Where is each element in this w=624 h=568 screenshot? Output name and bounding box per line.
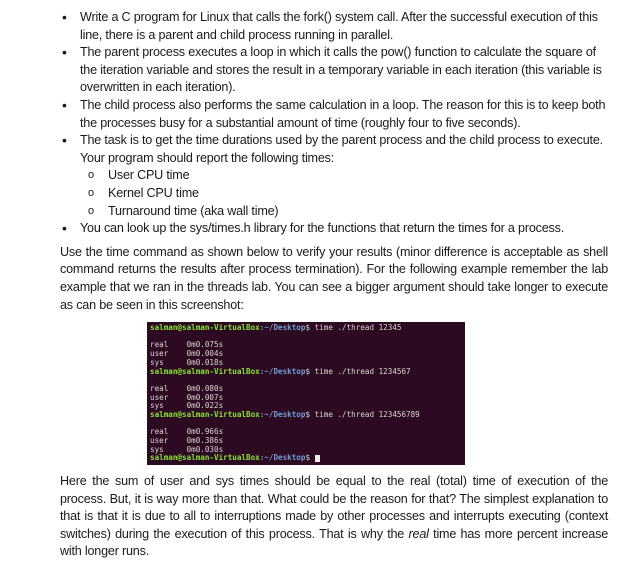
time-line-real xyxy=(150,385,462,394)
time-value: 0m0.004s xyxy=(186,350,224,359)
prompt-symbol: $ xyxy=(305,324,311,333)
command: time ./thread 12345 xyxy=(310,324,402,333)
cursor-icon xyxy=(315,455,320,462)
text: time has more percent increase with longer runs. xyxy=(60,526,608,559)
prompt-path: :~/Desktop xyxy=(259,324,306,333)
list-item: • The parent process executes a loop in which it calls the pow() function to calculate the square of the iteration variable and stores the result in a temporary variable in each iteration (this variable is overwritten in each iteration). xyxy=(62,44,608,97)
prompt-path: :~/Desktop xyxy=(259,454,306,463)
time-line-sys xyxy=(150,402,462,411)
prompt-symbol: $ xyxy=(305,367,311,376)
prompt-user: salman@salman-VirtualBox xyxy=(150,324,260,333)
times-sublist xyxy=(80,167,608,220)
time-value: 0m0.018s xyxy=(186,358,224,367)
time-value: 0m0.386s xyxy=(186,437,224,446)
paragraph-time-command: Use the time command as shown below to verify your results (minor difference is acceptable as shell command returns the results after process termination). For the following example remember the lab example that we ran in the threads lab. You can see a bigger argument should take longer to execute as can be seen in this screenshot: xyxy=(60,244,608,312)
blank-line xyxy=(150,333,462,342)
time-value: 0m0.080s xyxy=(186,384,224,393)
time-value: 0m0.022s xyxy=(186,402,224,411)
sub-list-item: o Turnaround time (aka wall time) xyxy=(88,203,608,221)
time-label: user xyxy=(150,437,187,446)
paragraph-explanation xyxy=(60,473,608,561)
time-value: 0m0.075s xyxy=(186,341,224,350)
list-item: • You can look up the sys/times.h library for the functions that return the times for a process. xyxy=(62,220,608,238)
time-label: sys xyxy=(150,402,187,411)
time-line-real xyxy=(150,428,462,437)
terminal-prompt-line xyxy=(150,368,462,377)
sub-list-item: o Kernel CPU time xyxy=(88,185,608,203)
prompt-symbol: $ xyxy=(305,454,311,463)
terminal-screenshot xyxy=(147,322,465,465)
list-item: • The child process also performs the same calculation in a loop. The reason for this is to keep both the processes busy for a substantial amount of time (roughly four to five seconds). xyxy=(62,97,608,132)
terminal-prompt-line xyxy=(150,454,462,463)
time-label: real xyxy=(150,428,187,437)
time-line-sys xyxy=(150,446,462,455)
time-line-user xyxy=(150,350,462,359)
time-value: 0m0.966s xyxy=(186,428,224,437)
time-label: real xyxy=(150,384,187,393)
time-value: 0m0.007s xyxy=(186,393,224,402)
prompt-user: salman@salman-VirtualBox xyxy=(150,454,260,463)
time-line-real xyxy=(150,341,462,350)
terminal-prompt-line xyxy=(150,324,462,333)
text: Here the sum of user and sys times should be equal to the real (total) time of execution of the process. But, it is way more than that. What could be the reason for that? The simplest explanation to that is that it is due to all to interruptions made by other processes and interrupts executing (context switches) during the execution of this process. That is why the xyxy=(60,474,608,541)
prompt-path: :~/Desktop xyxy=(259,410,306,419)
time-label: sys xyxy=(150,445,187,454)
command: time ./thread 1234567 xyxy=(310,367,411,376)
command: time ./thread 123456789 xyxy=(310,410,420,419)
time-label: real xyxy=(150,341,187,350)
list-item xyxy=(62,132,608,220)
requirements-list xyxy=(60,9,608,238)
emphasis-real: real xyxy=(408,526,429,541)
list-item: • Write a C program for Linux that calls the fork() system call. After the successful execution of this line, there is a parent and child process running in parallel. xyxy=(62,9,608,44)
blank-line xyxy=(150,420,462,429)
blank-line xyxy=(150,376,462,385)
time-label: sys xyxy=(150,358,187,367)
time-line-sys xyxy=(150,359,462,368)
prompt-symbol: $ xyxy=(305,410,311,419)
prompt-user: salman@salman-VirtualBox xyxy=(150,367,260,376)
sub-list-item: o User CPU time xyxy=(88,167,608,185)
time-label: user xyxy=(150,393,187,402)
time-line-user xyxy=(150,437,462,446)
time-value: 0m0.030s xyxy=(186,445,224,454)
terminal-prompt-line xyxy=(150,411,462,420)
prompt-path: :~/Desktop xyxy=(259,367,306,376)
prompt-user: salman@salman-VirtualBox xyxy=(150,410,260,419)
time-label: user xyxy=(150,350,187,359)
list-item-text: The task is to get the time durations used by the parent process and the child process to execute. Your program should report the following times: xyxy=(80,133,603,165)
time-line-user xyxy=(150,394,462,403)
